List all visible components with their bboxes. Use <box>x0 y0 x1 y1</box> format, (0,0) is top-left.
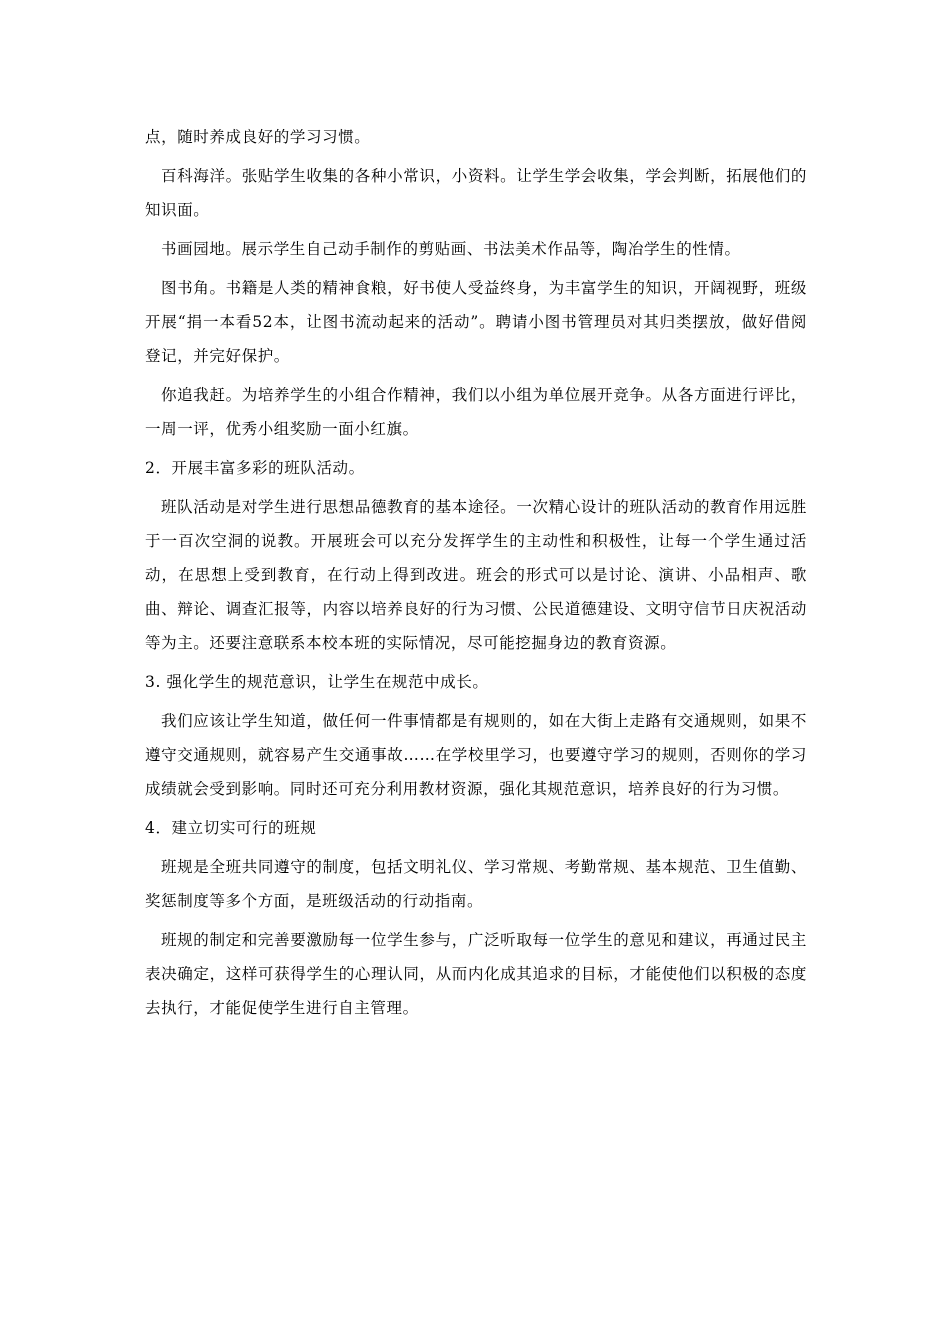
section-heading-3: 3. 强化学生的规范意识，让学生在规范中成长。 <box>145 673 489 691</box>
paragraph-encyclopedia-ocean: 百科海洋。张贴学生收集的各种小常识，小资料。让学生学会收集，学会判断，拓展他们的知识面。 <box>145 167 807 219</box>
paragraph-art-garden: 书画园地。展示学生自己动手制作的剪贴画、书法美术作品等，陶冶学生的性情。 <box>161 240 741 258</box>
paragraph-habit-continuation: 点，随时养成良好的学习习惯。 <box>145 128 371 146</box>
section-heading-2: 2．开展丰富多彩的班队活动。 <box>145 459 365 477</box>
paragraph-class-rules-making: 班规的制定和完善要激励每一位学生参与，广泛听取每一位学生的意见和建议，再通过民主表决确定，这样可获得学生的心理认同，从而内化成其追求的目标，才能使他们以积极的态度去执行，才能促使学生进行自主管理。 <box>145 931 807 1017</box>
paragraph-class-activities: 班队活动是对学生进行思想品德教育的基本途径。一次精心设计的班队活动的教育作用远胜于一百次空洞的说教。开展班会可以充分发挥学生的主动性和积极性，让每一个学生通过活动，在思想上受到教育，在行动上得到改进。班会的形式可以是讨论、演讲、小品相声、歌曲、辩论、调查汇报等，内容以培养良好的行为习惯、公民道德建设、文明守信节日庆祝活动等为主。还要注意联系本校本班的实际情况，尽可能挖掘身边的教育资源。 <box>145 498 807 652</box>
paragraph-competition: 你追我赶。为培养学生的小组合作精神，我们以小组为单位展开竞争。从各方面进行评比，一周一评，优秀小组奖励一面小红旗。 <box>145 386 807 438</box>
paragraph-book-corner: 图书角。书籍是人类的精神食粮，好书使人受益终身，为丰富学生的知识，开阔视野，班级开展“捐一本看52本，让图书流动起来的活动”。聘请小图书管理员对其归类摆放，做好借阅登记，并完好保护。 <box>145 279 807 365</box>
section-heading-4: 4．建立切实可行的班规 <box>145 819 317 837</box>
document-body <box>145 120 807 1030</box>
paragraph-class-rules-definition: 班规是全班共同遵守的制度，包括文明礼仪、学习常规、考勤常规、基本规范、卫生值勤、奖惩制度等多个方面，是班级活动的行动指南。 <box>145 858 807 910</box>
paragraph-rules-awareness: 我们应该让学生知道，做任何一件事情都是有规则的，如在大街上走路有交通规则，如果不遵守交通规则，就容易产生交通事故……在学校里学习，也要遵守学习的规则，否则你的学习成绩就会受到影响。同时还可充分利用教材资源，强化其规范意识，培养良好的行为习惯。 <box>145 712 807 798</box>
